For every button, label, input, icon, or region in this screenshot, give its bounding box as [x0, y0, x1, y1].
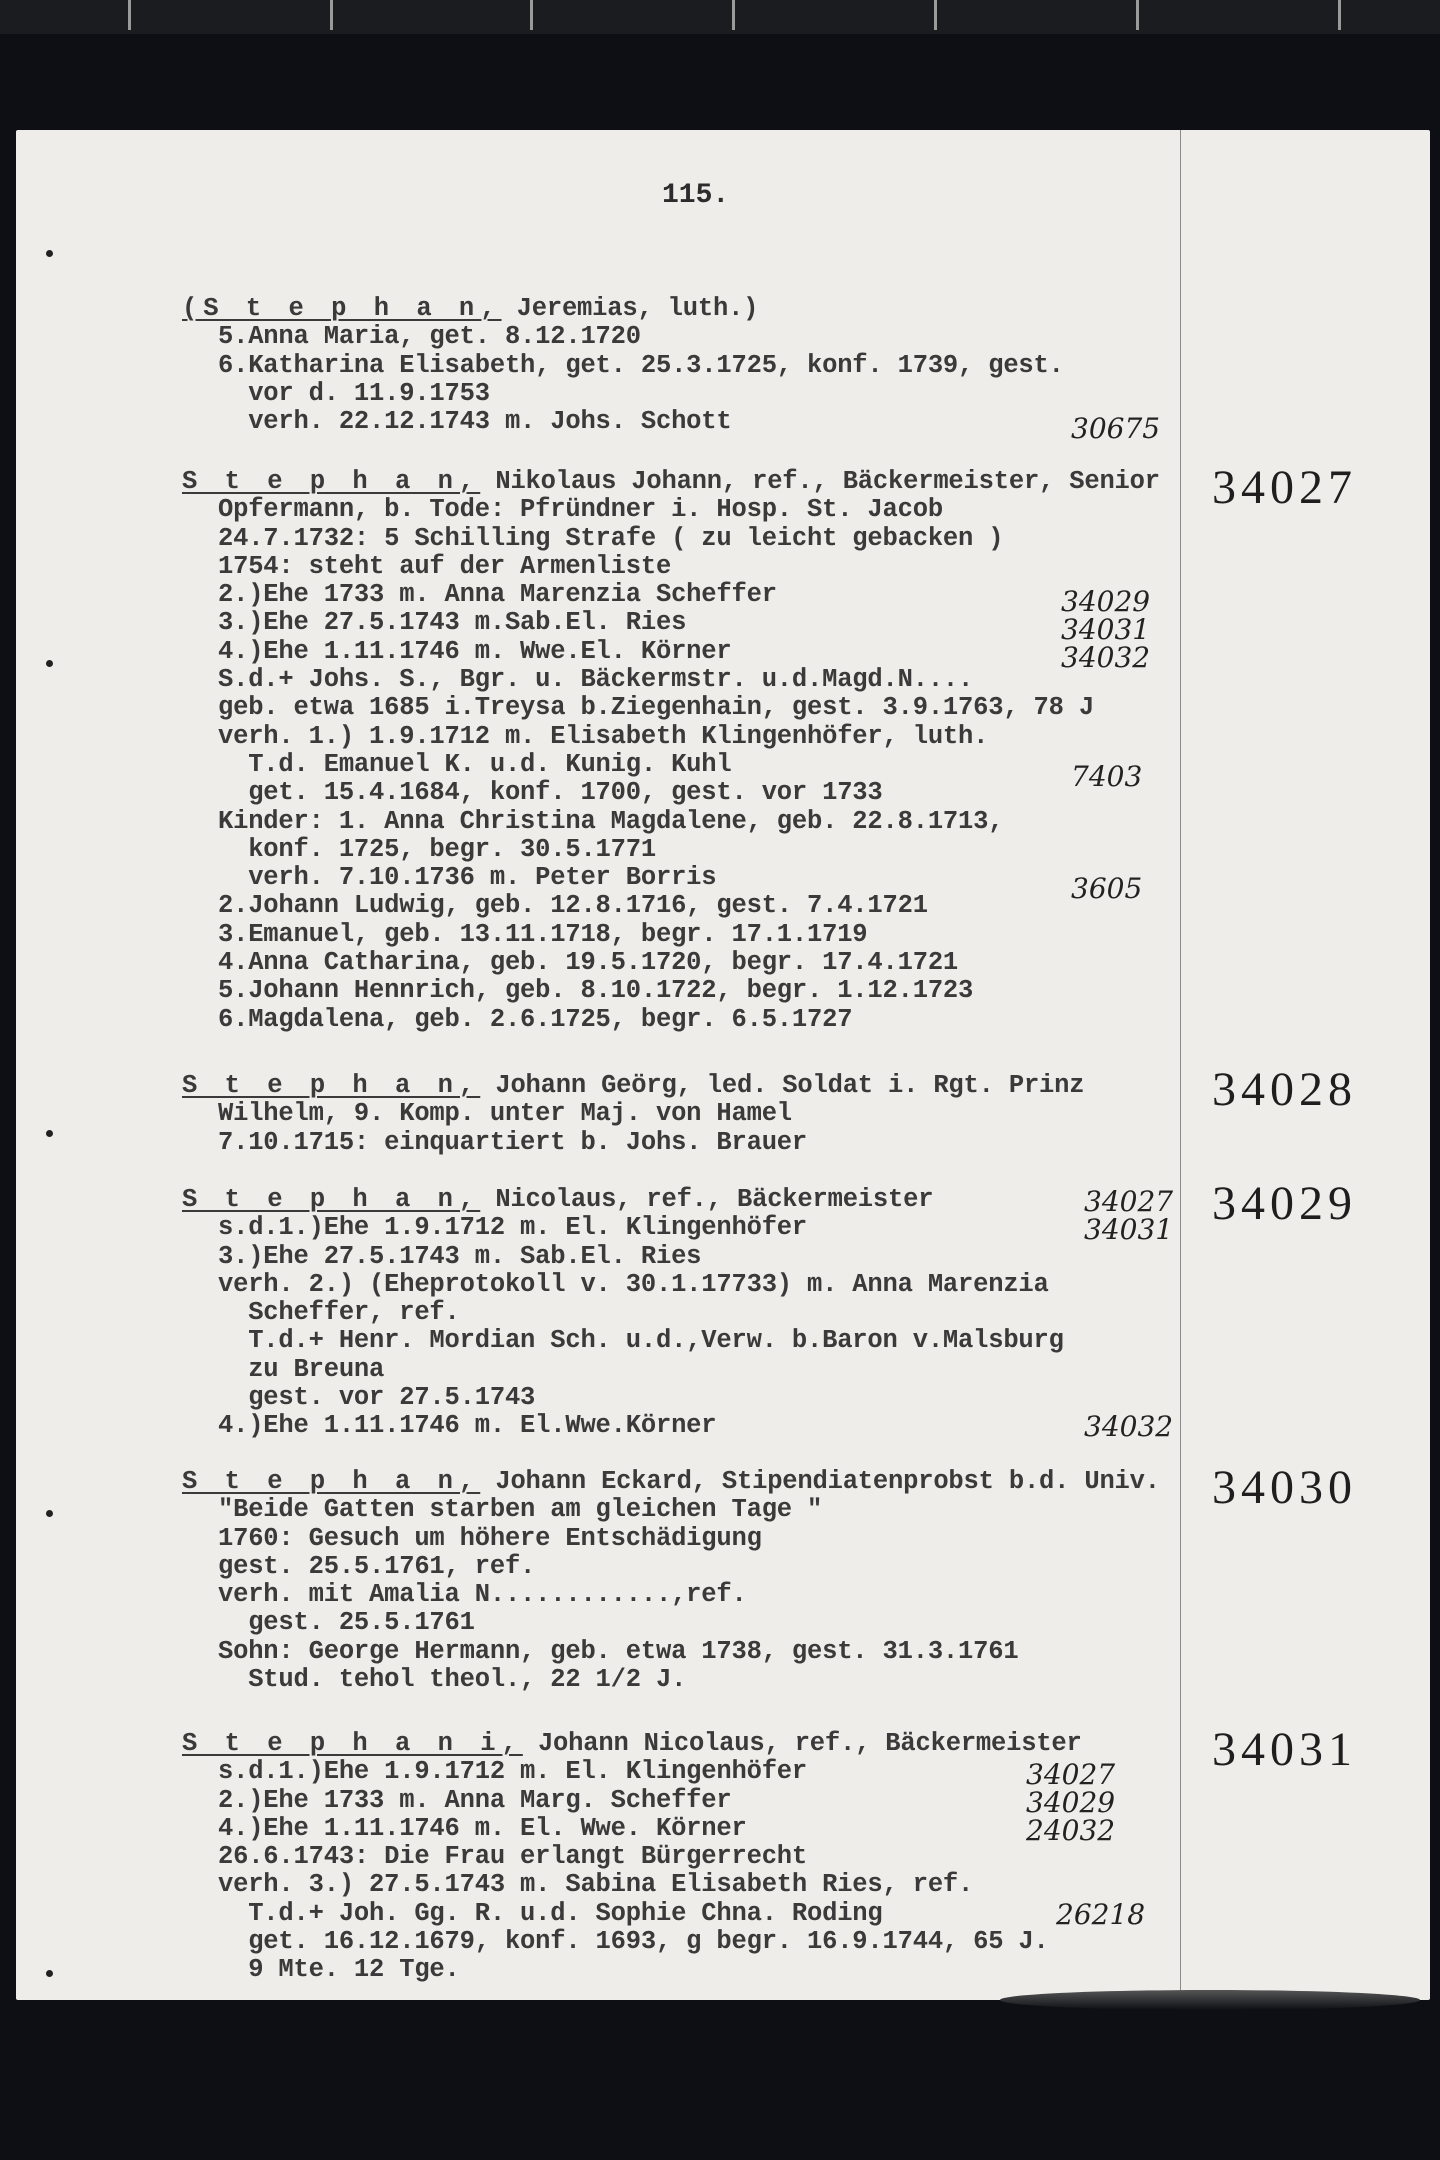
entry-line: 26.6.1743: Die Frau erlangt Bürgerrecht	[218, 1842, 807, 1872]
entry-34031	[182, 1730, 1082, 1985]
entry-surname: (S t e p h a n,	[182, 294, 502, 323]
record-number-stamp: 34031	[1212, 1723, 1357, 1776]
handwritten-reference: 34029	[1026, 1786, 1116, 1819]
entry-line: 1754: steht auf der Armenliste	[218, 551, 672, 581]
entry-line: Opfermann, b. Tode: Pfründner i. Hosp. St. Jacob	[218, 495, 943, 525]
entry-line: konf. 1725, begr. 30.5.1771	[218, 834, 656, 864]
entry-surname: S t e p h a n,	[182, 1071, 481, 1100]
punch-hole	[46, 660, 53, 667]
entry-heading: Johann Nicolaus, ref., Bäckermeister	[522, 1729, 1082, 1758]
entry-line: verh. 1.) 1.9.1712 m. Elisabeth Klingenhöfer, luth.	[218, 721, 989, 751]
entry-heading: Nicolaus, ref., Bäckermeister	[480, 1185, 934, 1214]
entry-line: 3.)Ehe 27.5.1743 m.Sab.El. Ries	[218, 608, 687, 638]
entry-line: verh. 2.) (Eheprotokoll v. 30.1.17733) m. Anna Marenzia	[218, 1269, 1049, 1299]
entry-line: 7.10.1715: einquartiert b. Johs. Brauer	[218, 1127, 807, 1157]
entry-line: 9 Mte. 12 Tge.	[218, 1955, 460, 1985]
entry-line: 3.Emanuel, geb. 13.11.1718, begr. 17.1.1719	[218, 919, 868, 949]
entry-heading: Johann Eckard, Stipendiatenprobst b.d. Univ.	[480, 1467, 1160, 1496]
handwritten-reference: 34027	[1084, 1185, 1174, 1218]
entry-line: verh. 22.12.1743 m. Johs. Schott	[218, 407, 732, 437]
entry-line: Stud. tehol theol., 22 1/2 J.	[218, 1665, 687, 1695]
entry-line: 4.)Ehe 1.11.1746 m. El.Wwe.Körner	[218, 1411, 717, 1441]
entry-line: 2.Johann Ludwig, geb. 12.8.1716, gest. 7.4.1721	[218, 891, 928, 921]
entry-line: Kinder: 1. Anna Christina Magdalene, geb. 22.8.1713,	[218, 806, 1004, 836]
entry-line: 2.)Ehe 1733 m. Anna Marg. Scheffer	[218, 1785, 732, 1815]
entry-line: Wilhelm, 9. Komp. unter Maj. von Hamel	[218, 1099, 792, 1129]
entry-line: gest. 25.5.1761, ref.	[218, 1551, 536, 1581]
film-tick	[128, 0, 131, 30]
entry-line: verh. 3.) 27.5.1743 m. Sabina Elisabeth Ries, ref.	[218, 1870, 974, 1900]
record-number-stamp: 34027	[1212, 461, 1357, 514]
entry-surname: S t e p h a n,	[182, 1467, 481, 1496]
punch-hole	[46, 1510, 53, 1517]
film-tick	[934, 0, 937, 30]
entry-34030	[182, 1468, 1160, 1694]
page-shadow	[1000, 1990, 1420, 2010]
entry-line: Sohn: George Hermann, geb. etwa 1738, gest. 31.3.1761	[218, 1636, 1019, 1666]
handwritten-reference: 34032	[1061, 641, 1151, 674]
handwritten-reference: 7403	[1071, 760, 1143, 793]
film-tick	[1338, 0, 1341, 30]
entry-34028	[182, 1072, 1084, 1157]
entry-line: 2.)Ehe 1733 m. Anna Marenzia Scheffer	[218, 580, 777, 610]
entry-line: s.d.1.)Ehe 1.9.1712 m. El. Klingenhöfer	[218, 1213, 807, 1243]
film-tick	[732, 0, 735, 30]
entry-line: get. 16.12.1679, konf. 1693, g begr. 16.9.1744, 65 J.	[218, 1927, 1049, 1957]
handwritten-reference: 26218	[1056, 1898, 1146, 1931]
handwritten-reference: 34031	[1061, 613, 1151, 646]
entry-line: "Beide Gatten starben am gleichen Tage "	[218, 1495, 823, 1525]
entry-line: 4.Anna Catharina, geb. 19.5.1720, begr. 17.4.1721	[218, 948, 959, 978]
entry-line: T.d. Emanuel K. u.d. Kunig. Kuhl	[218, 749, 732, 779]
handwritten-reference: 3605	[1071, 872, 1143, 905]
film-tick	[330, 0, 333, 30]
entry-surname: S t e p h a n,	[182, 1185, 481, 1214]
entry-line: 24.7.1732: 5 Schilling Strafe ( zu leicht gebacken )	[218, 523, 1004, 553]
entry-line: T.d.+ Joh. Gg. R. u.d. Sophie Chna. Roding	[218, 1898, 883, 1928]
entry-line: 5.Johann Hennrich, geb. 8.10.1722, begr. 1.12.1723	[218, 976, 974, 1006]
handwritten-reference: 34032	[1084, 1410, 1174, 1443]
punch-hole	[46, 250, 53, 257]
entry-line: 4.)Ehe 1.11.1746 m. Wwe.El. Körner	[218, 636, 732, 666]
entry-line: T.d.+ Henr. Mordian Sch. u.d.,Verw. b.Baron v.Malsburg	[218, 1326, 1064, 1356]
film-tick	[1136, 0, 1139, 30]
entry-line: 3.)Ehe 27.5.1743 m. Sab.El. Ries	[218, 1241, 702, 1271]
entry-line: zu Breuna	[218, 1354, 385, 1384]
entry-line: vor d. 11.9.1753	[218, 378, 490, 408]
record-number-stamp: 34029	[1212, 1177, 1357, 1230]
entry-line: geb. etwa 1685 i.Treysa b.Ziegenhain, gest. 3.9.1763, 78 J	[218, 693, 1094, 723]
entry-line: s.d.1.)Ehe 1.9.1712 m. El. Klingenhöfer	[218, 1757, 807, 1787]
entry-line: get. 15.4.1684, konf. 1700, gest. vor 1733	[218, 778, 883, 808]
punch-hole	[46, 1970, 53, 1977]
record-number-stamp: 34030	[1212, 1461, 1357, 1514]
film-tick	[530, 0, 533, 30]
entry-heading: Nikolaus Johann, ref., Bäckermeister, Senior	[480, 467, 1160, 496]
entry-line: gest. vor 27.5.1743	[218, 1383, 536, 1413]
entry-line: 5.Anna Maria, get. 8.12.1720	[218, 322, 641, 352]
entry-line: S.d.+ Johs. S., Bgr. u. Bäckermstr. u.d.Magd.N....	[218, 665, 974, 695]
margin-line	[1180, 130, 1181, 2000]
handwritten-reference: 34029	[1061, 585, 1151, 618]
entry-line: gest. 25.5.1761	[218, 1608, 475, 1638]
entry-line: 6.Katharina Elisabeth, get. 25.3.1725, konf. 1739, gest.	[218, 350, 1064, 380]
page-number: 115.	[662, 180, 730, 211]
entry-34027	[182, 468, 1160, 1034]
entry-heading: Johann Geörg, led. Soldat i. Rgt. Prinz	[480, 1071, 1085, 1100]
handwritten-reference: 24032	[1026, 1814, 1116, 1847]
handwritten-reference: 34031	[1084, 1213, 1174, 1246]
handwritten-reference: 30675	[1071, 412, 1161, 445]
entry-34029	[182, 1186, 1064, 1441]
film-strip-top	[0, 0, 1440, 34]
entry-line: verh. mit Amalia N............,ref.	[218, 1580, 747, 1610]
entry-line: 6.Magdalena, geb. 2.6.1725, begr. 6.5.1727	[218, 1004, 853, 1034]
entry-line: 1760: Gesuch um höhere Entschädigung	[218, 1523, 762, 1553]
document-page	[16, 130, 1430, 2000]
entry-line: 4.)Ehe 1.11.1746 m. El. Wwe. Körner	[218, 1813, 747, 1843]
entry-line: verh. 7.10.1736 m. Peter Borris	[218, 863, 717, 893]
entry-surname: S t e p h a n,	[182, 467, 481, 496]
entry-line: Scheffer, ref.	[218, 1298, 460, 1328]
punch-hole	[46, 1130, 53, 1137]
entry-heading: Jeremias, luth.)	[501, 294, 759, 323]
entry-jeremias-continued	[182, 295, 1064, 436]
entry-surname: S t e p h a n i,	[182, 1729, 523, 1758]
handwritten-reference: 34027	[1026, 1758, 1116, 1791]
record-number-stamp: 34028	[1212, 1063, 1357, 1116]
